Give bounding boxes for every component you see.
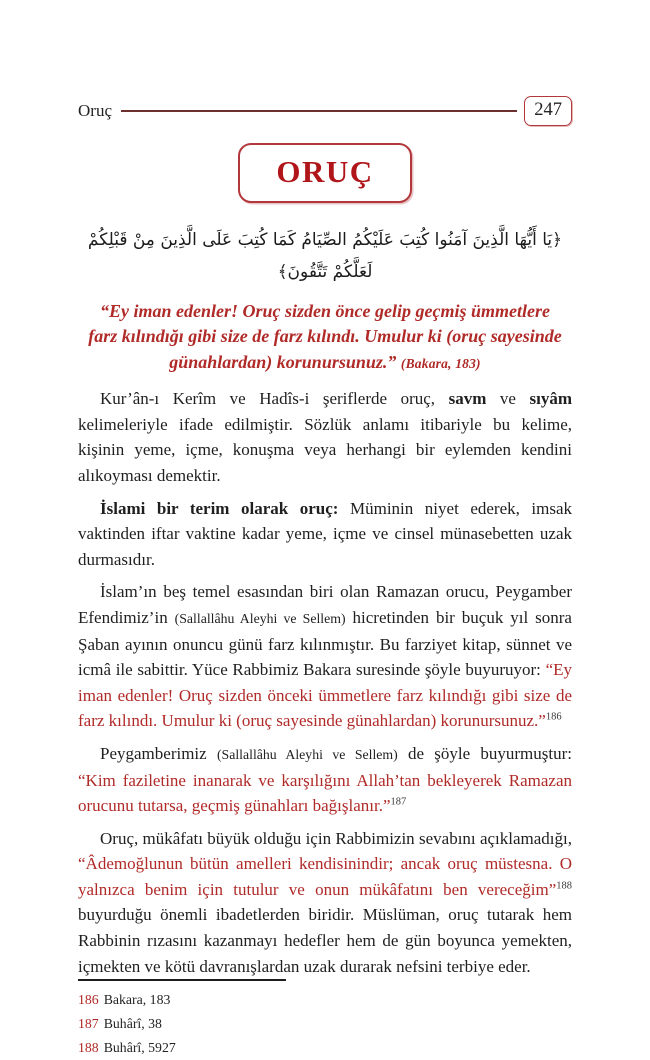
text-segment-red: “Âdemoğlunun bütün amelleri kendisinindir; ancak oruç müstesna. O yalnızca benim için tutulur ve onun mükâfatını ben vereceğim”: [78, 854, 572, 899]
text-segment-normal: Oruç, mükâfatı büyük olduğu için Rabbimizin sevabını açıklamadığı,: [100, 828, 572, 848]
text-segment-sup: 186: [545, 711, 562, 723]
text-segment-red: “Kim faziletine inanarak ve karşılığını Allah’tan bekleyerek Ramazan orucunu tutarsa, geçmiş günahları bağışlanır.”: [78, 770, 572, 816]
chapter-title-wrap: [78, 143, 572, 203]
footnote-text: Buhârî, 5927: [103, 1039, 176, 1055]
text-segment-normal: hicretinden bir buçuk yıl sonra Şaban ayının onuncu günü farz kılınmıştır. Bu farziyet kitap, sünnet ve icmâ ile sabittir. Yüce Rabbimiz Bakara suresinde şöyle buyuruyor:: [78, 607, 572, 680]
text-segment-sup: 188: [556, 880, 572, 892]
footnote-text: Bakara, 183: [103, 991, 171, 1007]
footnote-separator: [78, 979, 286, 981]
running-title: Oruç: [78, 100, 112, 120]
footnotes-block: [78, 979, 572, 1060]
text-segment-normal: Kur’ân-ı Kerîm ve Hadîs-i şeriflerde oruç,: [100, 389, 449, 409]
text-segment-bold: sıyâm: [529, 389, 572, 409]
text-segment-normal: Müminin niyet ederek, imsak vaktinden iftar vaktine kadar yeme, içme ve cinsel münasebetten uzak durmasıdır.: [78, 498, 573, 569]
text-segment-normal: kelimeleriyle ifade edilmiştir. Sözlük anlamı itibariyle bu kelime, kişinin yeme, içme, konuşma veya herhangi bir eylemden kendini alıkoyması demektir.: [78, 414, 572, 485]
footnote-number: 188: [78, 1039, 99, 1055]
text-segment-small: (Sallallâhu Aleyhi ve Sellem): [216, 746, 398, 762]
footnote-text: Buhârî, 38: [103, 1015, 162, 1031]
text-segment-red: “Ey iman edenler! Oruç sizden önceki ümmetlere farz kılındığı gibi size de farz kılındı. Umulur ki (oruç sayesinde günahlardan) korunursunuz.”: [78, 660, 572, 731]
text-segment-normal: buyurduğu önemli ibadetlerden biridir. Müslüman, oruç tutarak hem Rabbinin rızasını kazanmayı hedefler hem de gün boyunca yemekten, içmekten ve kötü davranışlardan uzak durarak nefsini terbiye eder.: [78, 905, 572, 976]
body-paragraph-1: [78, 386, 572, 488]
footnote-number: 186: [78, 991, 99, 1007]
text-segment-sup: 187: [390, 796, 407, 808]
verse-translation-text: “Ey iman edenler! Oruç sizden önce gelip geçmiş ümmetlere farz kılındığı gibi size de farz kılındı. Umulur ki (oruç sayesinde günahlardan) korunursunuz.”: [88, 300, 562, 372]
footnote-item: [78, 988, 572, 1012]
footnote-number: 187: [78, 1015, 99, 1031]
text-segment-bold: savm: [448, 389, 487, 409]
body-paragraph-4: [78, 741, 572, 819]
body-paragraph-2: [78, 496, 572, 573]
footnote-item: [78, 1012, 572, 1036]
body-text: [78, 386, 572, 979]
body-paragraph-5: [78, 826, 572, 980]
text-segment-normal: Peygamberimiz: [100, 743, 217, 763]
page-number-box: [524, 96, 572, 126]
body-paragraph-3: [78, 579, 572, 734]
text-segment-bold: İslami bir terim olarak oruç:: [100, 498, 339, 518]
text-segment-small: (Sallallâhu Aleyhi ve Sellem): [174, 610, 346, 626]
page-number: 247: [534, 100, 562, 120]
verse-translation: [85, 299, 565, 376]
arabic-verse: ﴿يَا أَيُّهَا الَّذِينَ آمَنُوا كُتِبَ عَلَيْكُمُ الصِّيَامُ كَمَا كُتِبَ عَلَى الَّذِينَ مِنْ قَبْلِكُمْ لَعَلَّكُمْ تَتَّقُونَ﴾: [87, 229, 563, 283]
text-segment-normal: İslam’ın beş temel esasından biri olan Ramazan orucu, Peygamber Efendimiz’in: [78, 582, 572, 627]
text-segment-normal: ve: [486, 389, 530, 409]
header-rule: [121, 110, 517, 112]
chapter-title-box: [238, 143, 411, 203]
running-header: [78, 96, 572, 126]
chapter-title: ORUÇ: [276, 153, 374, 189]
verse-source: (Bakara, 183): [400, 355, 481, 371]
text-segment-normal: de şöyle buyurmuştur:: [397, 743, 572, 763]
footnote-item: [78, 1036, 572, 1060]
